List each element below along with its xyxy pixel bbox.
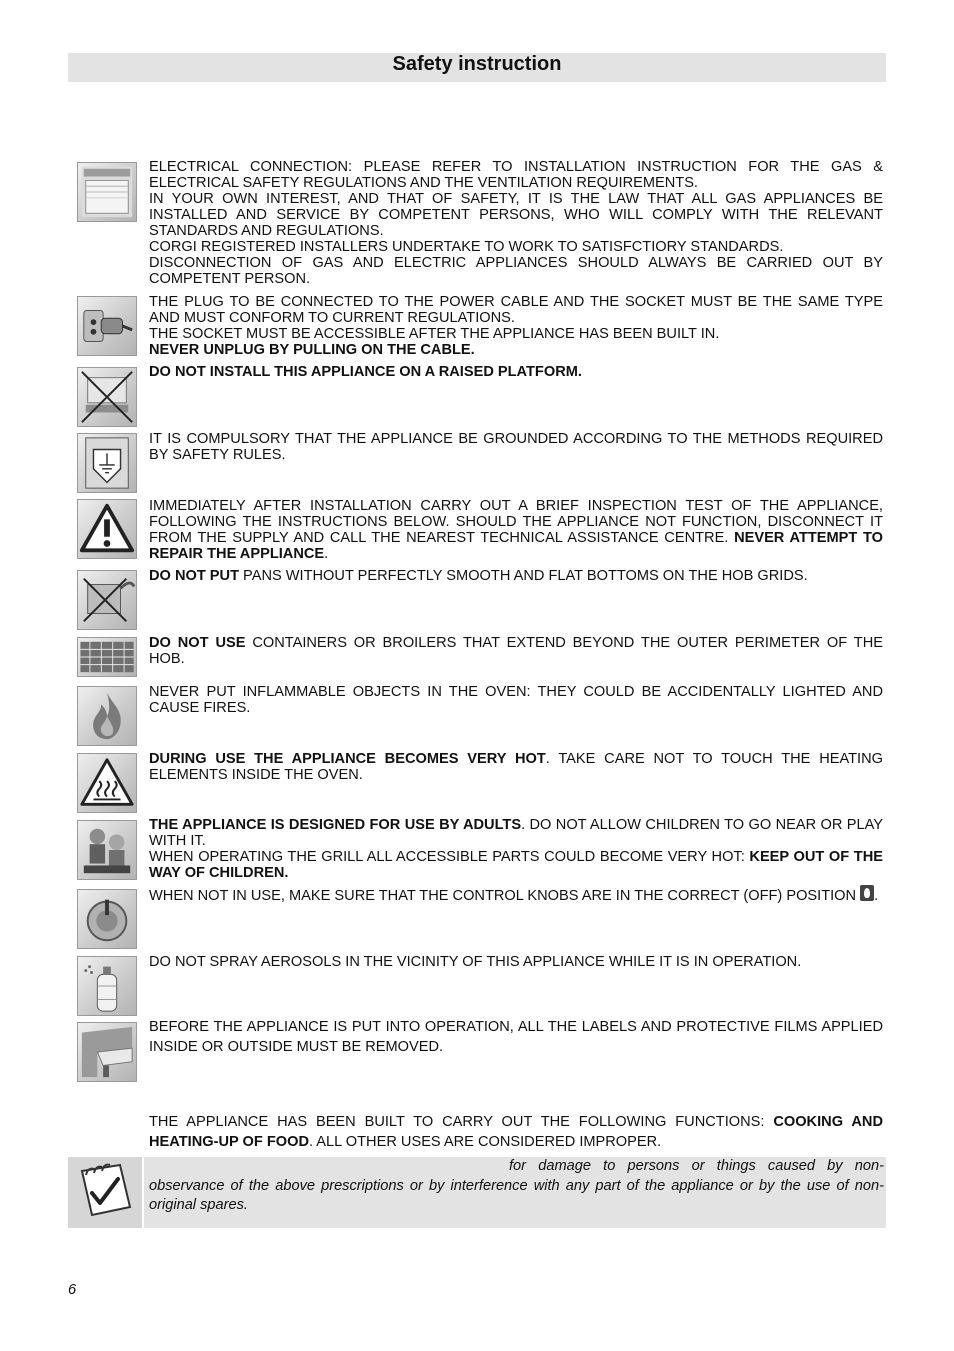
warning-line: DO NOT USE	[149, 635, 246, 651]
protective-film-icon	[77, 1022, 137, 1082]
text-line: NEVER PUT INFLAMMABLE OBJECTS IN THE OVEN: THEY COULD BE ACCIDENTALLY LIGHTED AND CAUSE FIRES.	[149, 684, 883, 716]
raised-platform-crossed-icon	[77, 367, 137, 427]
control-knob-icon	[77, 889, 137, 949]
aerosol-can-icon	[77, 956, 137, 1016]
warning-line: NEVER ATTEMPT TO REPAIR THE APPLIANCE	[149, 530, 883, 562]
text-line: IMMEDIATELY AFTER INSTALLATION CARRY OUT A BRIEF INSPECTION TEST OF THE APPLIANCE, FOLLOWING THE INSTRUCTIONS BELOW. SHOULD THE APPLIANCE NOT FUNCTION, DISCONNECT IT FROM THE SUPPLY AND CALL THE NEAREST TECHNICAL ASSISTANCE CENTRE.	[149, 498, 883, 546]
block-pan-bottoms	[149, 568, 883, 584]
functions-highlight: COOKING AND HEATING-UP OF FOOD	[149, 1114, 884, 1150]
flame-icon	[77, 686, 137, 746]
warning-line: DO NOT INSTALL THIS APPLIANCE ON A RAISED PLATFORM.	[149, 364, 582, 380]
block-raised-platform	[149, 364, 883, 380]
functions-paragraph	[149, 1113, 883, 1152]
text-line: .	[874, 888, 879, 904]
warning-line: KEEP OUT OF THE WAY OF CHILDREN.	[149, 849, 883, 881]
block-protective-films	[149, 1018, 883, 1057]
text-line: . DO NOT ALLOW CHILDREN TO GO NEAR OR PLAY WITH IT.	[149, 817, 884, 849]
warning-line: DURING USE THE APPLIANCE BECOMES VERY HOT	[149, 751, 546, 767]
disclaimer-text: for damage to persons or things caused by non-observance of the above prescriptions or by interference with any part of the appliance or by the use of non-original spares.	[149, 1158, 884, 1213]
note-text	[149, 1157, 884, 1216]
warning-line: DO NOT PUT	[149, 568, 239, 584]
text-line: IT IS COMPULSORY THAT THE APPLIANCE BE GROUNDED ACCORDING TO THE METHODS REQUIRED BY SAFETY RULES.	[149, 431, 883, 463]
text-line: DO NOT SPRAY AEROSOLS IN THE VICINITY OF THIS APPLIANCE WHILE IT IS IN OPERATION.	[149, 954, 802, 970]
title-bar	[68, 53, 886, 82]
pan-crossed-icon	[77, 570, 137, 630]
ground-symbol-icon	[77, 433, 137, 493]
text-line: . ALL OTHER USES ARE CONSIDERED IMPROPER.	[309, 1133, 662, 1150]
block-inflammable-objects	[149, 684, 883, 716]
text-line: DISCONNECTION OF GAS AND ELECTRIC APPLIANCES SHOULD ALWAYS BE CARRIED OUT BY COMPETENT PERSON.	[149, 255, 883, 287]
hob-grid-icon	[77, 637, 137, 677]
hot-surface-icon	[77, 753, 137, 813]
text-line: THE SOCKET MUST BE ACCESSIBLE AFTER THE APPLIANCE HAS BEEN BUILT IN.	[149, 326, 720, 342]
text-line: PANS WITHOUT PERFECTLY SMOOTH AND FLAT BOTTOMS ON THE HOB GRIDS.	[239, 568, 808, 584]
block-oversized-containers	[149, 635, 883, 667]
block-inspection-test	[149, 498, 883, 562]
block-plug-socket	[149, 294, 883, 358]
warning-line: NEVER UNPLUG BY PULLING ON THE CABLE.	[149, 342, 475, 358]
text-line: CONTAINERS OR BROILERS THAT EXTEND BEYOND THE OUTER PERIMETER OF THE HOB.	[149, 635, 883, 667]
block-aerosols	[149, 954, 883, 970]
off-position-icon	[860, 885, 874, 901]
oven-front-icon	[77, 162, 137, 222]
plug-socket-icon	[77, 296, 137, 356]
text-line: CORGI REGISTERED INSTALLERS UNDERTAKE TO WORK TO SATISFCTIORY STANDARDS.	[149, 239, 784, 255]
page-number: 6	[68, 1282, 77, 1298]
block-grounding	[149, 431, 883, 463]
block-electrical-connection	[149, 159, 883, 287]
notepad-check-icon	[68, 1157, 144, 1228]
text-line: THE PLUG TO BE CONNECTED TO THE POWER CABLE AND THE SOCKET MUST BE THE SAME TYPE AND MUST CONFORM TO CURRENT REGULATIONS.	[149, 294, 883, 326]
warning-line: THE APPLIANCE IS DESIGNED FOR USE BY ADULTS	[149, 817, 522, 833]
children-icon	[77, 820, 137, 880]
text-line: THE APPLIANCE HAS BEEN BUILT TO CARRY OUT THE FOLLOWING FUNCTIONS:	[149, 1114, 774, 1130]
text-line: .	[324, 546, 329, 562]
block-children	[149, 817, 883, 881]
text-line: IN YOUR OWN INTEREST, AND THAT OF SAFETY, IT IS THE LAW THAT ALL GAS APPLIANCES BE INSTALLED AND SERVICE BY COMPETENT PERSONS, WHO WILL COMPLY WITH THE RELEVANT STANDARDS AND REGULATIONS.	[149, 191, 883, 239]
text-line: ELECTRICAL CONNECTION: PLEASE REFER TO INSTALLATION INSTRUCTION FOR THE GAS & ELECTRICAL SAFETY REGULATIONS AND THE VENTILATION REQUIREMENTS.	[149, 159, 883, 191]
block-hot-appliance	[149, 751, 883, 783]
text-line: WHEN NOT IN USE, MAKE SURE THAT THE CONTROL KNOBS ARE IN THE CORRECT (OFF) POSITION	[149, 888, 857, 904]
text-line: WHEN OPERATING THE GRILL ALL ACCESSIBLE PARTS COULD BECOME VERY HOT:	[149, 849, 750, 865]
text-line: . TAKE CARE NOT TO TOUCH THE HEATING ELEMENTS INSIDE THE OVEN.	[149, 751, 883, 783]
page-title: Safety instruction	[392, 53, 562, 75]
block-control-knobs	[149, 885, 883, 907]
warning-triangle-icon	[77, 499, 137, 559]
text-line: BEFORE THE APPLIANCE IS PUT INTO OPERATION, ALL THE LABELS AND PROTECTIVE FILMS APPLIED INSIDE OR OUTSIDE MUST BE REMOVED.	[149, 1019, 883, 1055]
